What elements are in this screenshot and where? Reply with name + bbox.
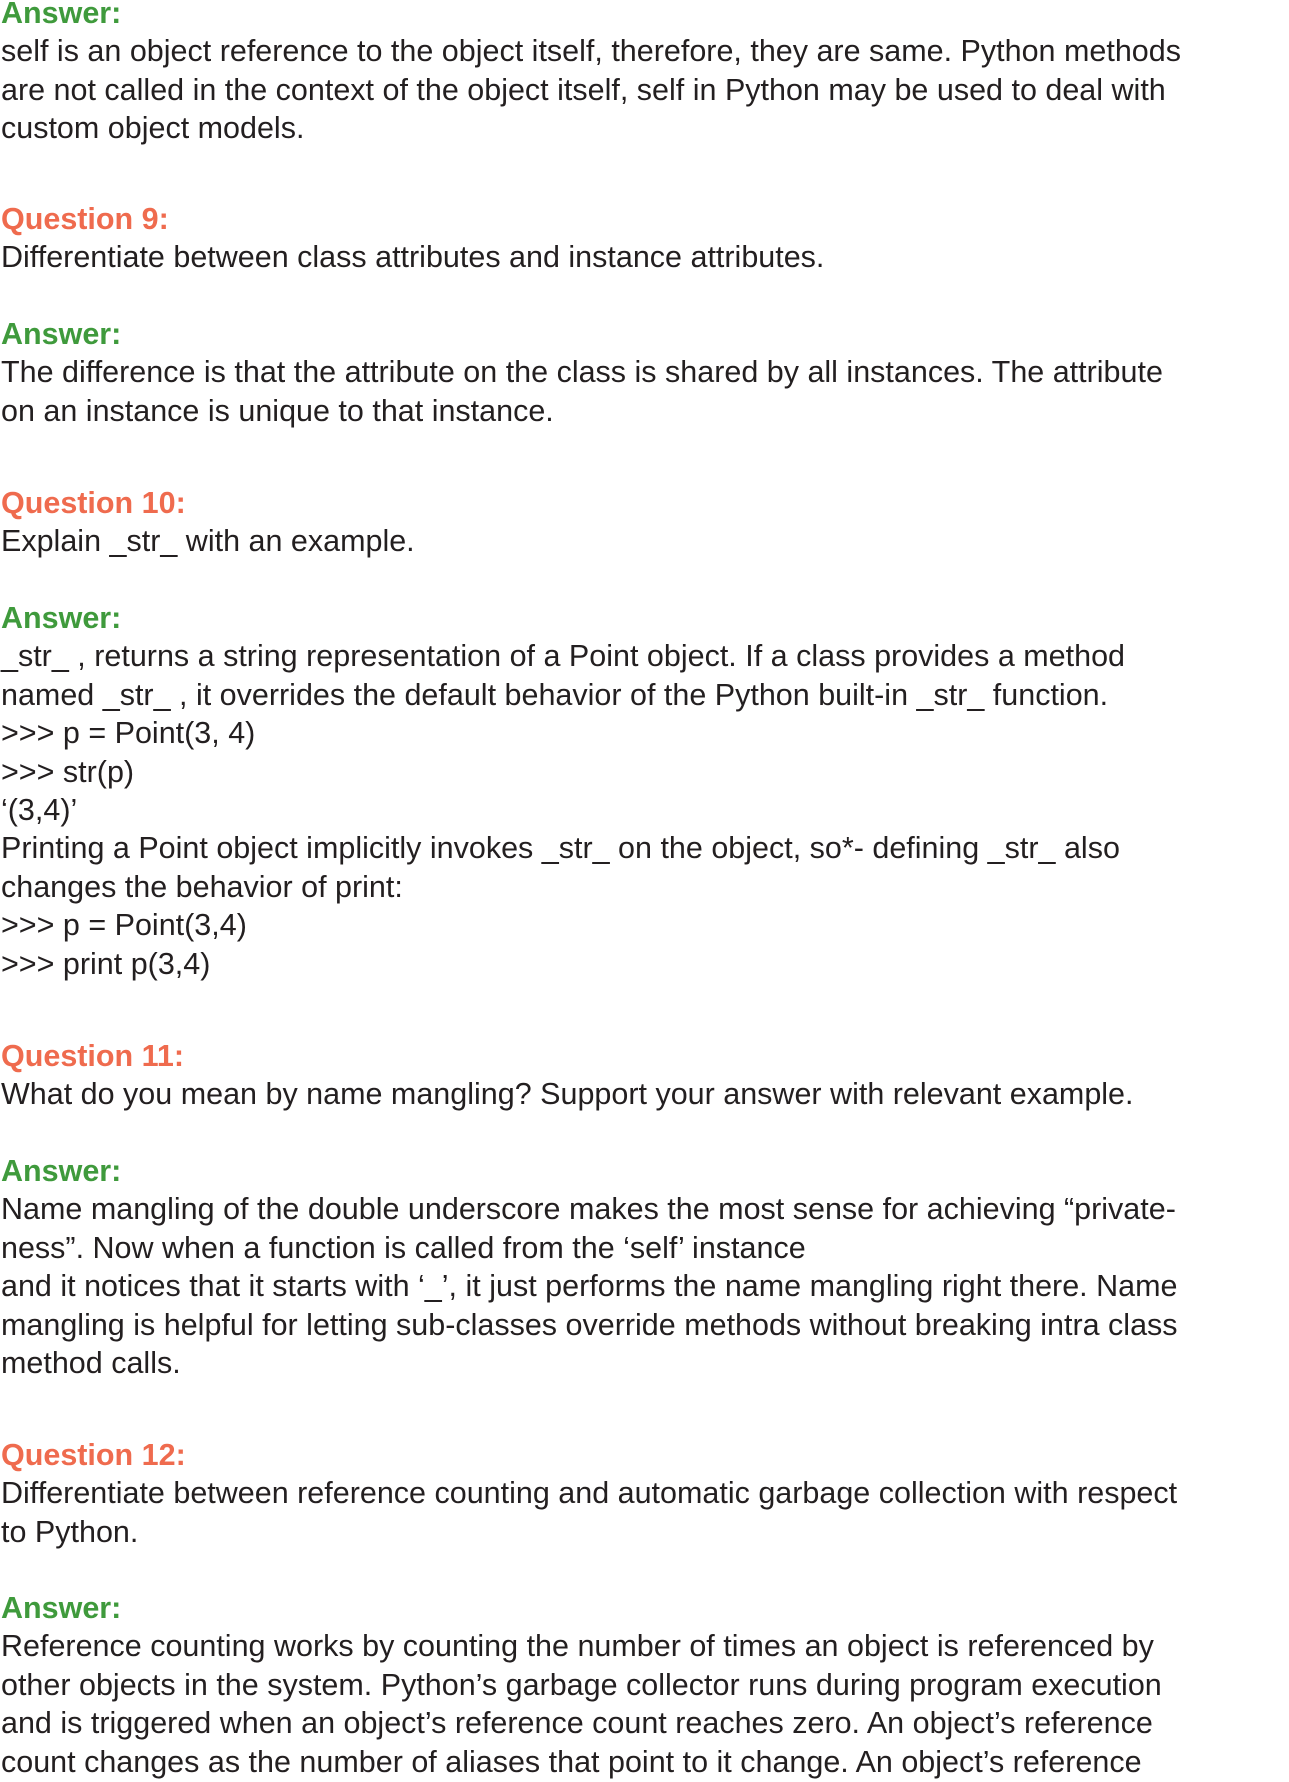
answer-block-8 <box>1 0 1289 148</box>
answer-text-line: _str_ , returns a string representation of a Point object. If a class provides a method <box>1 639 1126 674</box>
answer-text-line: are not called in the context of the object itself, self in Python may be used to deal with <box>1 72 1166 107</box>
answer-text-line: Reference counting works by counting the number of times an object is referenced by <box>1 1629 1154 1664</box>
answer-text-line: ness”. Now when a function is called from the ‘self’ instance <box>1 1230 806 1265</box>
answer-text-line: custom object models. <box>1 111 305 146</box>
answer-text-line: changes the behavior of print: <box>1 869 403 904</box>
answer-block-10 <box>1 599 1289 983</box>
question-text-line: What do you mean by name mangling? Support your answer with relevant example. <box>1 1077 1134 1112</box>
answer-text-line: Printing a Point object implicitly invokes _str_ on the object, so*- defining _str_ also <box>1 831 1120 866</box>
answer-block-12 <box>1 1589 1289 1781</box>
question-label: Question 10: <box>1 486 186 520</box>
answer-text-line: Name mangling of the double underscore makes the most sense for achieving “private- <box>1 1192 1176 1227</box>
question-text-line: to Python. <box>1 1514 139 1549</box>
answer-block-11 <box>1 1152 1289 1382</box>
answer-text-line: and is triggered when an object’s reference count reaches zero. An object’s reference <box>1 1706 1153 1741</box>
answer-text-line: method calls. <box>1 1346 181 1381</box>
answer-label: Answer: <box>1 317 122 351</box>
answer-label: Answer: <box>1 0 122 30</box>
answer-text-line: named _str_ , it overrides the default behavior of the Python built-in _str_ function. <box>1 677 1109 712</box>
question-text-line: Explain _str_ with an example. <box>1 524 415 559</box>
answer-text-line: mangling is helpful for letting sub-classes override methods without breaking intra class <box>1 1307 1178 1342</box>
question-block-9 <box>1 200 1289 277</box>
code-line: >>> p = Point(3, 4) <box>1 716 256 751</box>
code-line: >>> str(p) <box>1 754 135 789</box>
question-text-line: Differentiate between class attributes and instance attributes. <box>1 240 825 275</box>
answer-text-line: The difference is that the attribute on the class is shared by all instances. The attribute <box>1 355 1163 390</box>
answer-text-line: self is an object reference to the object itself, therefore, they are same. Python methods <box>1 34 1181 69</box>
code-output-line: ‘(3,4)’ <box>1 793 78 828</box>
question-text-line: Differentiate between reference counting and automatic garbage collection with respect <box>1 1476 1178 1511</box>
answer-label: Answer: <box>1 1154 122 1188</box>
question-block-11 <box>1 1037 1289 1114</box>
question-block-10 <box>1 484 1289 561</box>
answer-text-line: on an instance is unique to that instance. <box>1 393 554 428</box>
answer-text-line: and it notices that it starts with ‘_’, it just performs the name mangling right there. Name <box>1 1269 1178 1304</box>
code-line: >>> p = Point(3,4) <box>1 908 247 943</box>
answer-label: Answer: <box>1 601 122 635</box>
answer-block-9 <box>1 315 1289 430</box>
code-line: >>> print p(3,4) <box>1 946 211 981</box>
answer-label: Answer: <box>1 1591 122 1625</box>
answer-text-line: other objects in the system. Python’s garbage collector runs during program execution <box>1 1667 1162 1702</box>
question-label: Question 11: <box>1 1039 185 1073</box>
question-label: Question 9: <box>1 202 169 236</box>
question-block-12 <box>1 1436 1289 1551</box>
question-label: Question 12: <box>1 1438 186 1472</box>
answer-text-line: count changes as the number of aliases that point to it change. An object’s reference <box>1 1744 1142 1779</box>
